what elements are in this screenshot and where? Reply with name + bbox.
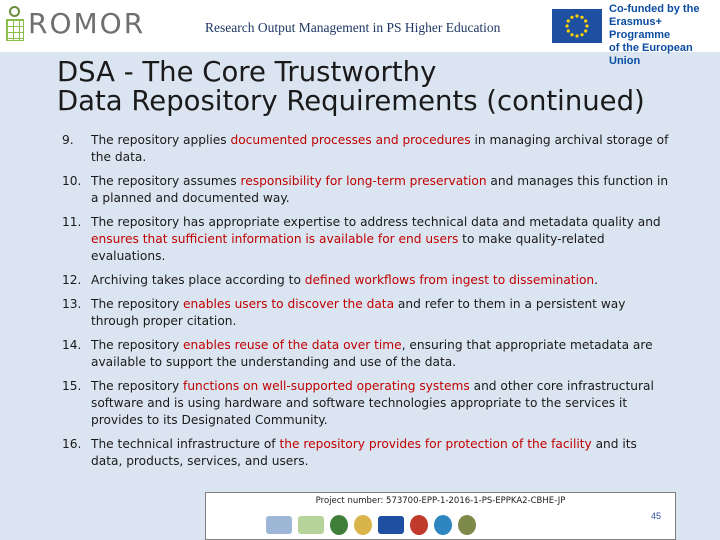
eu-line-1: Co-funded by the [609,3,700,15]
highlighted-text: enables reuse of the data over time [183,338,402,352]
romor-logo [6,4,166,44]
highlighted-text: defined workflows from ingest to dissemination [304,273,595,287]
list-item [62,132,672,166]
partner-logo-icon [298,516,324,534]
list-item [62,272,672,289]
highlighted-text: functions on well-supported operating systems [183,379,470,393]
partner-logo-icon [378,516,404,534]
item-number: 10. [62,174,82,188]
item-text: in managing archival storage of the data. [91,133,669,164]
project-number: Project number: 573700-EPP-1-2016-1-PS-EPPKA2-CBHE-JP [315,496,566,506]
item-text: The technical infrastructure of [91,437,280,451]
slide-title-line-1: DSA - The Core Trustworthy [57,56,437,88]
item-text: to make quality-related evaluations. [91,232,605,263]
partner-logo-icon [458,515,476,535]
item-number: 13. [62,297,82,311]
item-number: 14. [62,338,82,352]
item-text: The repository assumes [91,174,241,188]
partner-logo-icon [330,515,348,535]
item-text: and other core infrastructural software and is using hardware and software technologies appropriate to the services it provides to its Designated Community. [91,379,654,427]
partner-logo-icon [410,515,428,535]
item-number: 16. [62,437,82,451]
item-text: and manages this function in a planned and documented way. [91,174,669,205]
footer-box [205,492,676,540]
item-text: The repository applies [91,133,231,147]
logo-text: ROMOR [28,7,146,40]
highlighted-text: responsibility for long-term preservation [240,174,487,188]
eu-line-2: Erasmus+ Programme [609,16,671,41]
page-number: 45 [650,511,661,521]
list-item [62,436,672,470]
item-text: The repository has appropriate expertise to address technical data and metadata quality and [91,215,661,229]
list-item [62,337,672,371]
item-number: 9. [62,133,74,147]
item-text: and its data, products, services, and users. [91,437,637,468]
item-number: 11. [62,215,82,229]
list-item [62,296,672,330]
item-text: , ensuring that appropriate metadata are available to support the understanding and use of the data. [91,338,653,369]
eu-line-3: of the European Union [609,42,693,67]
partner-logo-icon [266,516,292,534]
item-text: The repository [91,379,184,393]
highlighted-text: documented processes and procedures [230,133,471,147]
highlighted-text: enables users to discover the data [183,297,395,311]
partner-logo-icon [354,515,372,535]
slide-title-line-2: Data Repository Requirements (continued) [57,85,645,117]
item-text: The repository [91,338,184,352]
slide-title [57,58,697,116]
list-item [62,173,672,207]
item-text: Archiving takes place according to [91,273,305,287]
requirements-list [62,132,672,470]
highlighted-text: the repository provides for protection of the facility [279,437,592,451]
item-text: and refer to them in a persistent way through proper citation. [91,297,626,328]
eu-flag-icon [552,9,602,43]
item-text: . [594,273,599,287]
list-item [62,214,672,265]
header-title: Research Output Management in PS Higher Education [205,20,501,35]
header-bar [0,0,720,67]
item-text: The repository [91,297,184,311]
item-number: 12. [62,273,82,287]
item-number: 15. [62,379,82,393]
list-item [62,378,672,429]
logo-grid-icon [6,6,24,40]
highlighted-text: ensures that sufficient information is available for end users [91,232,459,246]
partner-logo-icon [434,515,452,535]
partner-logos [266,512,476,538]
